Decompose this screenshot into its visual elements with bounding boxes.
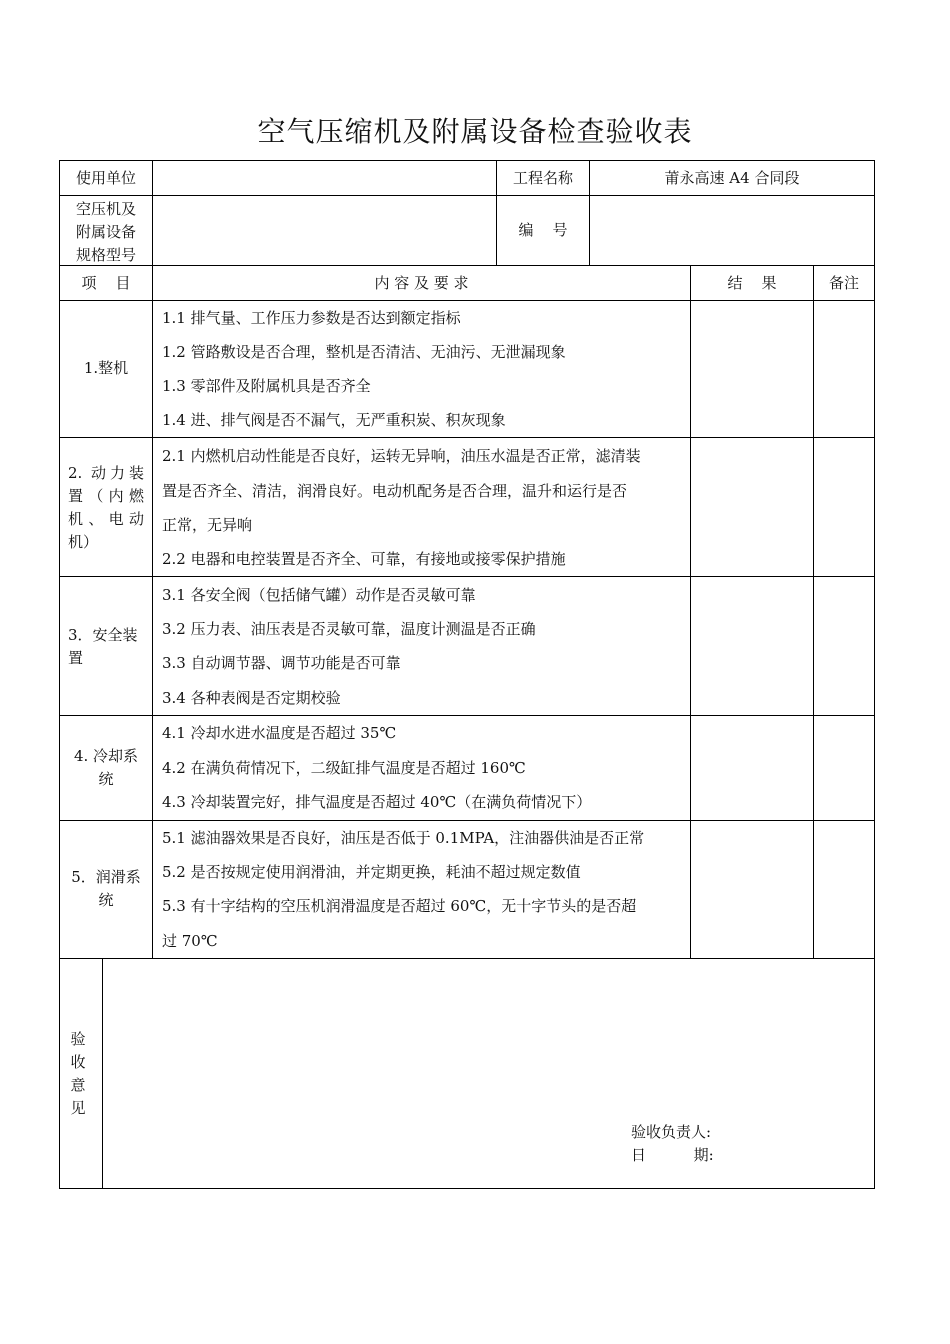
section-label-line: 1.整机: [83, 359, 129, 377]
column-header-item: 项 目: [81, 274, 131, 292]
model-label-line: 附属设备: [75, 223, 136, 241]
section-label-line: 5．润滑系: [71, 868, 141, 886]
model-label-line: 空压机及: [75, 200, 136, 218]
section-label: [62, 745, 150, 791]
number-label: 编 号: [518, 221, 568, 239]
acceptance-label-char: 见: [70, 1099, 86, 1117]
requirement-line: 1.2 管路敷设是否合理，整机是否清洁、无油污、无泄漏现象: [162, 343, 566, 361]
column-divider: [690, 265, 691, 958]
section-label-line: 统: [98, 770, 114, 788]
requirement-line: 3.2 压力表、油压表是否灵敏可靠，温度计测温是否正确: [162, 620, 536, 638]
requirement-line: 过 70℃: [162, 932, 218, 950]
requirement-line: 正常，无异响: [162, 516, 253, 534]
requirement-line: 3.1 各安全阀（包括储气罐）动作是否灵敏可靠: [162, 586, 476, 604]
acceptance-label-char: 验: [70, 1030, 86, 1048]
section-label-line: 置: [68, 649, 84, 667]
project-value: 莆永高速 A4 合同段: [664, 169, 800, 187]
requirement-line: 置是否齐全、清洁，润滑良好。电动机配务是否合理，温升和运行是否: [162, 482, 628, 500]
section-label-line: 2. 动力装: [68, 464, 144, 482]
model-label-line: 规格型号: [75, 246, 136, 264]
requirement-line: 4.1 冷却水进水温度是否超过 35℃: [162, 724, 397, 742]
project-label: 工程名称: [512, 169, 573, 187]
requirement-line: 2.2 电器和电控装置是否齐全、可靠，有接地或接零保护措施: [162, 550, 566, 568]
requirement-line: 5.2 是否按规定使用润滑油，并定期更换，耗油不超过规定数值: [162, 863, 581, 881]
requirement-line: 1.4 进、排气阀是否不漏气，无严重积炭、积灰现象: [162, 411, 506, 429]
column-divider: [813, 265, 814, 958]
requirement-line: 5.3 有十字结构的空压机润滑温度是否超过 60℃，无十字节头的是否超: [162, 897, 637, 915]
requirement-line: 3.3 自动调节器、调节功能是否可靠: [162, 654, 401, 672]
column-header-remark: 备注: [828, 274, 859, 292]
column-divider: [102, 958, 103, 1189]
section-label-line: 3．安全装: [68, 626, 138, 644]
table-border-bottom: [59, 1188, 875, 1189]
section-label-line: 4. 冷却系: [73, 747, 139, 765]
unit-label: 使用单位: [75, 169, 136, 187]
page-title: 空气压缩机及附属设备检查验收表: [257, 115, 693, 148]
section-label-line: 机、电动: [68, 510, 144, 528]
section-label-line: 置（内燃: [68, 487, 144, 505]
requirement-line: 5.1 滤油器效果是否良好，油压是否低于 0.1MPA，注油器供油是否正常: [162, 829, 645, 847]
section-label: [68, 624, 148, 670]
responsible-label: 验收负责人:: [631, 1123, 712, 1141]
acceptance-label-char: 意: [70, 1076, 86, 1094]
section-label: [62, 357, 150, 380]
model-label: [60, 198, 152, 267]
requirement-line: 2.1 内燃机启动性能是否良好，运转无异响，油压水温是否正常，滤清装: [162, 447, 641, 465]
date-label: 日 期:: [631, 1146, 714, 1164]
section-label: [68, 462, 144, 554]
requirement-line: 1.1 排气量、工作压力参数是否达到额定指标: [162, 309, 461, 327]
column-header-result: 结 果: [727, 274, 777, 292]
acceptance-opinion-area[interactable]: [110, 965, 865, 1105]
requirement-line: 3.4 各种表阀是否定期校验: [162, 689, 341, 707]
acceptance-label: [60, 1028, 96, 1120]
section-label-line: 机）: [68, 533, 99, 551]
section-label: [62, 866, 150, 912]
requirement-line: 4.3 冷却装置完好，排气温度是否超过 40℃（在满负荷情况下）: [162, 793, 592, 811]
requirement-line: 1.3 零部件及附属机具是否齐全: [162, 377, 371, 395]
acceptance-label-char: 收: [70, 1053, 86, 1071]
column-header-content: 内 容 及 要 求: [374, 274, 469, 292]
requirement-line: 4.2 在满负荷情况下，二级缸排气温度是否超过 160℃: [162, 759, 526, 777]
table-border-right: [874, 160, 875, 1189]
section-label-line: 统: [98, 891, 114, 909]
